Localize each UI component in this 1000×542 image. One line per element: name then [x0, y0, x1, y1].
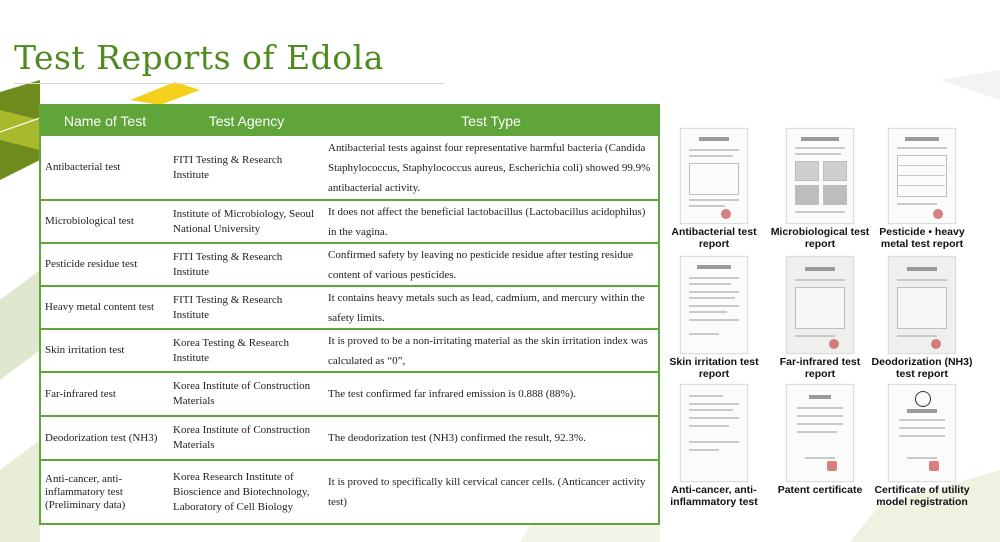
thumbnail-caption: Deodorization (NH3) test report: [871, 356, 973, 380]
table-header-row: [40, 105, 659, 136]
header-test-type: Test Type: [324, 105, 659, 136]
utility-model-certificate-image: [888, 384, 956, 482]
pesticide-heavy-metal-report-image: [888, 128, 956, 224]
test-agency: FITI Testing & Research Institute: [169, 136, 324, 200]
report-thumbnails: [660, 120, 990, 530]
thumbnail-caption: Patent certificate: [777, 484, 863, 496]
anti-cancer-report-image: [680, 384, 748, 482]
report-thumbnail: [768, 256, 872, 380]
thumbnail-caption: Antibacterial test report: [671, 226, 757, 250]
test-agency: Korea Institute of Construction Materials: [169, 372, 324, 416]
test-type: Confirmed safety by leaving no pesticide residue after testing residue content of various pesticides.: [324, 243, 659, 286]
header-test-agency: Test Agency: [169, 105, 324, 136]
report-thumbnail: [662, 384, 766, 508]
report-thumbnail: [870, 384, 974, 508]
table-row: [40, 136, 659, 200]
microbiological-report-image: [786, 128, 854, 224]
test-agency: FITI Testing & Research Institute: [169, 286, 324, 329]
table-row: [40, 460, 659, 524]
table-row: [40, 200, 659, 243]
test-reports-table: [39, 104, 660, 525]
thumbnail-caption: Certificate of utility model registration: [874, 484, 970, 508]
deodorization-report-image: [888, 256, 956, 354]
table-row: [40, 243, 659, 286]
test-name: Pesticide residue test: [40, 243, 169, 286]
thumbnail-caption: Anti-cancer, anti-inflammatory test: [670, 484, 758, 508]
test-type: It is proved to be a non-irritating material as the skin irritation index was calculated as “0”,: [324, 329, 659, 372]
test-name: Skin irritation test: [40, 329, 169, 372]
test-name: Deodorization test (NH3): [40, 416, 169, 460]
report-thumbnail: [870, 256, 974, 380]
table-row: [40, 372, 659, 416]
table-row: [40, 329, 659, 372]
test-type: The deodorization test (NH3) confirmed the result, 92.3%.: [324, 416, 659, 460]
test-agency: Korea Institute of Construction Materials: [169, 416, 324, 460]
report-thumbnail: [870, 128, 974, 250]
table-row: [40, 416, 659, 460]
test-name: Far-infrared test: [40, 372, 169, 416]
page-title: Test Reports of Edola: [14, 38, 384, 77]
test-type: It does not affect the beneficial lactobacillus (Lactobacillus acidophilus) in the vagina.: [324, 200, 659, 243]
test-type: It contains heavy metals such as lead, cadmium, and mercury within the safety limits.: [324, 286, 659, 329]
test-agency: Korea Testing & Research Institute: [169, 329, 324, 372]
table-row: [40, 286, 659, 329]
thumbnail-caption: Far-infrared test report: [779, 356, 861, 380]
test-type: Antibacterial tests against four representative harmful bacteria (Candida Staphylococcus, Staphylococcus aureus, Escherichia coli) showed 99.9% antibacterial activity.: [324, 136, 659, 200]
report-thumbnail: [662, 128, 766, 250]
antibacterial-report-image: [680, 128, 748, 224]
patent-certificate-image: [786, 384, 854, 482]
report-thumbnail: [768, 128, 872, 250]
test-agency: FITI Testing & Research Institute: [169, 243, 324, 286]
title-divider: [14, 83, 444, 84]
skin-irritation-report-image: [680, 256, 748, 354]
header-name-of-test: Name of Test: [40, 105, 169, 136]
test-name: Heavy metal content test: [40, 286, 169, 329]
test-name: Antibacterial test: [40, 136, 169, 200]
test-name: Microbiological test: [40, 200, 169, 243]
far-infrared-report-image: [786, 256, 854, 354]
thumbnail-caption: Microbiological test report: [770, 226, 870, 250]
thumbnail-caption: Skin irritation test report: [669, 356, 759, 380]
thumbnail-caption: Pesticide • heavy metal test report: [879, 226, 965, 250]
report-thumbnail: [662, 256, 766, 380]
test-type: The test confirmed far infrared emission is 0.888 (88%).: [324, 372, 659, 416]
report-thumbnail: [768, 384, 872, 496]
test-type: It is proved to specifically kill cervical cancer cells. (Anticancer activity test): [324, 460, 659, 524]
test-agency: Institute of Microbiology, Seoul National University: [169, 200, 324, 243]
test-agency: Korea Research Institute of Bioscience and Biotechnology, Laboratory of Cell Biology: [169, 460, 324, 524]
test-name: Anti-cancer, anti-inflammatory test (Preliminary data): [40, 460, 169, 524]
